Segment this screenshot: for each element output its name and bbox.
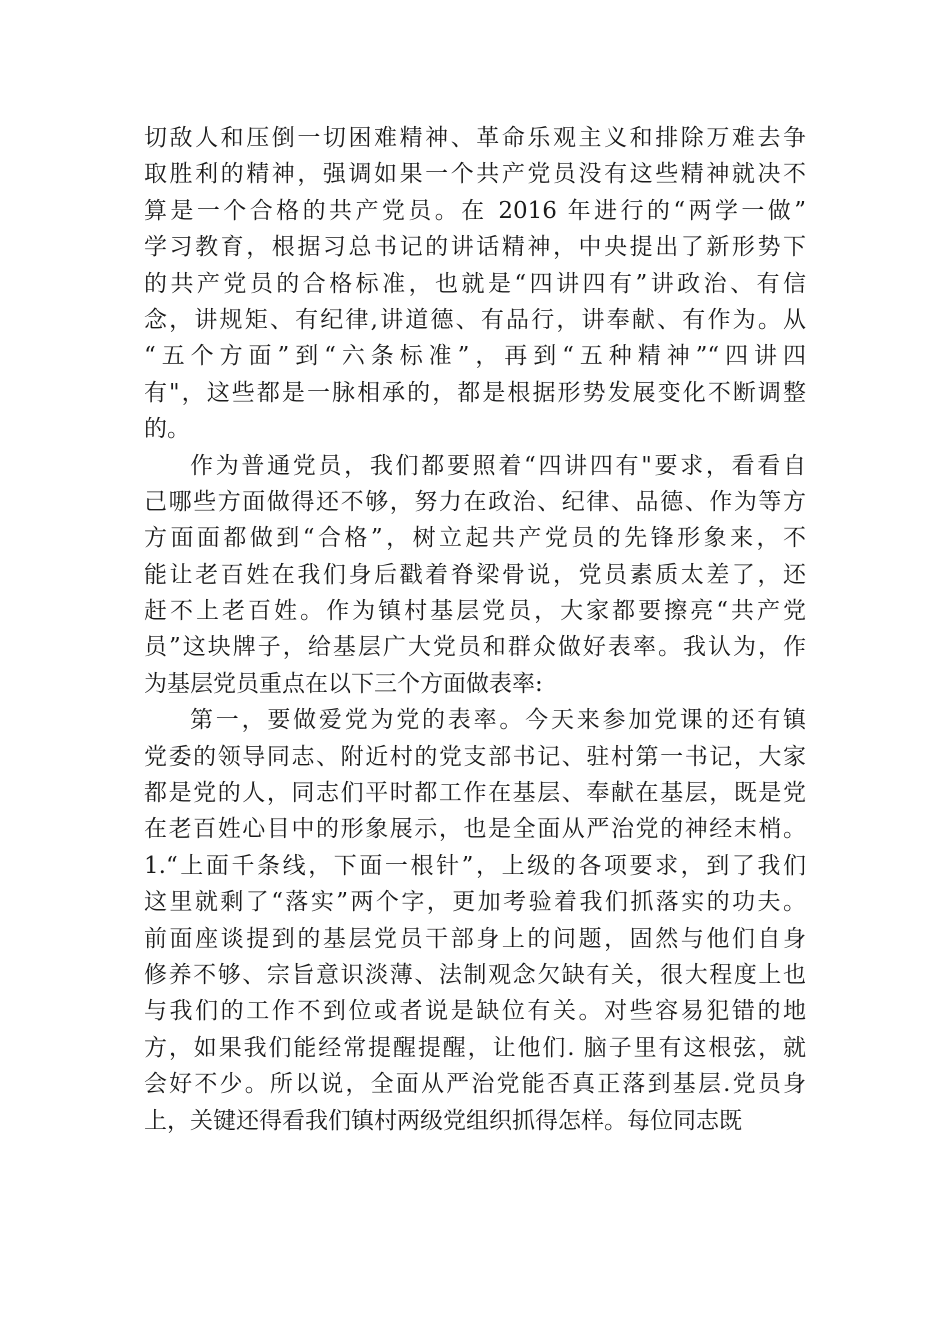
text-line: 员”这块牌子，给基层广大党员和群众做好表率。我认为，作: [144, 634, 806, 661]
document-page: [144, 120, 806, 1139]
text-line: 在老百姓心目中的形象展示，也是全面从严治党的神经末梢。: [144, 816, 806, 843]
text-line: 作为普通党员，我们都要照着“四讲四有"要求，看看自: [190, 452, 806, 479]
text-line: 与我们的工作不到位或者说是缺位有关。对些容易犯错的地: [144, 998, 806, 1025]
text-line: 学习教育，根据习总书记的讲话精神，中央提出了新形势下: [144, 234, 806, 261]
text-line: 切敌人和压倒一切困难精神、革命乐观主义和排除万难去争: [144, 125, 806, 151]
paragraph: [144, 702, 806, 1139]
text-line: 党委的领导同志、附近村的党支部书记、驻村第一书记，大家: [144, 743, 806, 770]
text-line: 能让老百姓在我们身后戳着脊梁骨说，党员素质太差了，还: [144, 561, 806, 588]
text-line: 取胜利的精神，强调如果一个共产党员没有这些精神就决不: [144, 161, 806, 188]
text-line: 的共产党员的合格标准，也就是“四讲四有”讲政治、有信: [144, 270, 806, 297]
text-line: 前面座谈提到的基层党员干部身上的问题，固然与他们自身: [144, 925, 806, 952]
text-line: 都是党的人，同志们平时都工作在基层、奉献在基层，既是党: [144, 780, 806, 807]
paragraph: [144, 448, 806, 703]
text-line: 第一，要做爱党为党的表率。今天来参加党课的还有镇: [190, 707, 806, 734]
text-line: 己哪些方面做得还不够，努力在政治、纪律、品德、作为等方: [144, 488, 806, 515]
text-line: 会好不少。所以说，全面从严治党能否真正落到基层.党员身: [144, 1071, 806, 1098]
text-line: 算是一个合格的共产党员。在 2016 年进行的“两学一做”: [144, 197, 806, 224]
text-line: 这里就剩了“落实”两个字，更加考验着我们抓落实的功夫。: [144, 889, 806, 916]
text-line: 的。: [144, 416, 190, 443]
text-line: “五个方面”到“六条标准”，再到“五种精神”“四讲四: [144, 343, 806, 370]
text-line: 念，讲规矩、有纪律,讲道德、有品行，讲奉献、有作为。从: [144, 306, 806, 333]
paragraph: [144, 120, 806, 448]
text-line: 方面面都做到“合格”，树立起共产党员的先锋形象来，不: [144, 525, 806, 552]
text-line: 为基层党员重点在以下三个方面做表率:: [144, 670, 543, 697]
text-line: 赶不上老百姓。作为镇村基层党员，大家都要擦亮“共产党: [144, 598, 806, 625]
text-line: 上，关键还得看我们镇村两级党组织抓得怎样。每位同志既: [144, 1107, 742, 1134]
text-line: 1.“上面千条线，下面一根针”，上级的各项要求，到了我们: [144, 852, 806, 879]
text-line: 方，如果我们能经常提醒提醒，让他们. 脑子里有这根弦，就: [144, 1034, 806, 1061]
text-line: 修养不够、宗旨意识淡薄、法制观念欠缺有关，很大程度上也: [144, 961, 806, 988]
text-line: 有"，这些都是一脉相承的，都是根据形势发展变化不断调整: [144, 379, 806, 406]
